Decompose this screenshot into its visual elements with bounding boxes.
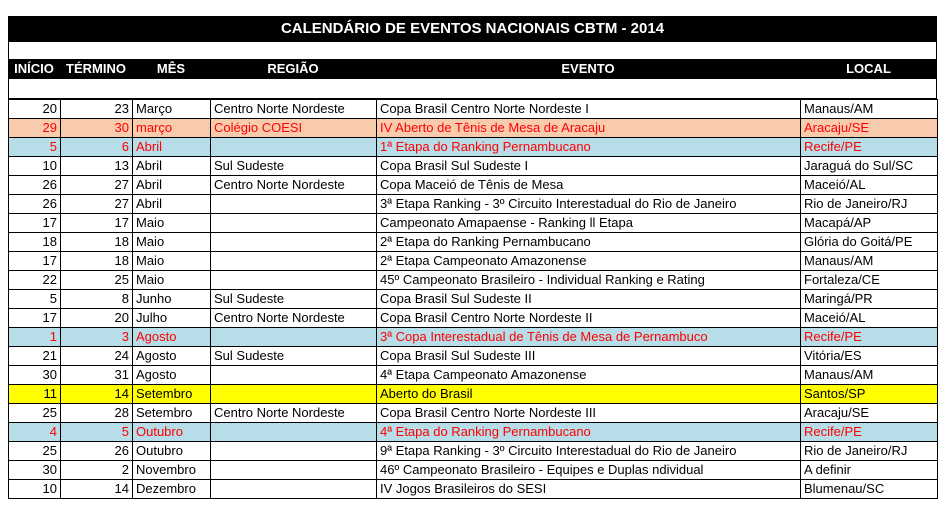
- cell-evento: Copa Brasil Sul Sudeste I: [377, 157, 801, 176]
- blank-row: [8, 42, 937, 59]
- cell-evento: IV Jogos Brasileiros do SESI: [377, 480, 801, 499]
- cell-local: Blumenau/SC: [801, 480, 938, 499]
- cell-inicio: 17: [9, 252, 61, 271]
- cell-local: Vitória/ES: [801, 347, 938, 366]
- cell-termino: 2: [61, 461, 133, 480]
- cell-local: Maringá/PR: [801, 290, 938, 309]
- cell-inicio: 17: [9, 309, 61, 328]
- cell-local: Maceió/AL: [801, 309, 938, 328]
- cell-termino: 14: [61, 480, 133, 499]
- cell-local: Maceió/AL: [801, 176, 938, 195]
- cell-mes: Março: [133, 100, 211, 119]
- cell-regiao: [211, 366, 377, 385]
- cell-regiao: Sul Sudeste: [211, 157, 377, 176]
- cell-inicio: 10: [9, 157, 61, 176]
- cell-local: Aracaju/SE: [801, 404, 938, 423]
- cell-inicio: 30: [9, 366, 61, 385]
- cell-inicio: 18: [9, 233, 61, 252]
- cell-termino: 18: [61, 233, 133, 252]
- events-table: [8, 99, 938, 499]
- cell-evento: Copa Brasil Sul Sudeste III: [377, 347, 801, 366]
- table-row: [9, 309, 938, 328]
- cell-inicio: 21: [9, 347, 61, 366]
- cell-termino: 24: [61, 347, 133, 366]
- cell-termino: 17: [61, 214, 133, 233]
- cell-inicio: 1: [9, 328, 61, 347]
- cell-regiao: [211, 461, 377, 480]
- cell-termino: 27: [61, 176, 133, 195]
- cell-local: Recife/PE: [801, 138, 938, 157]
- cell-local: Aracaju/SE: [801, 119, 938, 138]
- cell-regiao: [211, 195, 377, 214]
- cell-evento: 3ª Etapa Ranking - 3º Circuito Interestadual do Rio de Janeiro: [377, 195, 801, 214]
- cell-termino: 18: [61, 252, 133, 271]
- cell-inicio: 26: [9, 176, 61, 195]
- cell-evento: 4ª Etapa Campeonato Amazonense: [377, 366, 801, 385]
- cell-inicio: 20: [9, 100, 61, 119]
- cell-evento: 3ª Copa Interestadual de Tênis de Mesa de Pernambuco: [377, 328, 801, 347]
- calendar-sheet: [8, 16, 937, 499]
- cell-termino: 25: [61, 271, 133, 290]
- header-mes: MÊS: [156, 61, 186, 76]
- cell-regiao: Sul Sudeste: [211, 347, 377, 366]
- cell-mes: Maio: [133, 233, 211, 252]
- cell-mes: Abril: [133, 176, 211, 195]
- table-row: [9, 195, 938, 214]
- cell-evento: 46º Campeonato Brasileiro - Equipes e Duplas ndividual: [377, 461, 801, 480]
- cell-local: Glória do Goitá/PE: [801, 233, 938, 252]
- cell-evento: 2ª Etapa do Ranking Pernambucano: [377, 233, 801, 252]
- cell-local: Manaus/AM: [801, 252, 938, 271]
- table-row: [9, 404, 938, 423]
- cell-local: Jaraguá do Sul/SC: [801, 157, 938, 176]
- cell-termino: 26: [61, 442, 133, 461]
- cell-mes: Novembro: [133, 461, 211, 480]
- table-row: [9, 157, 938, 176]
- cell-evento: Copa Brasil Centro Norte Nordeste II: [377, 309, 801, 328]
- cell-termino: 5: [61, 423, 133, 442]
- cell-mes: Maio: [133, 271, 211, 290]
- cell-mes: Abril: [133, 195, 211, 214]
- cell-regiao: [211, 328, 377, 347]
- table-row: [9, 366, 938, 385]
- table-row: [9, 233, 938, 252]
- cell-local: Recife/PE: [801, 328, 938, 347]
- cell-mes: Setembro: [133, 404, 211, 423]
- cell-evento: Copa Brasil Centro Norte Nordeste I: [377, 100, 801, 119]
- cell-regiao: [211, 214, 377, 233]
- header-evento: EVENTO: [561, 61, 615, 76]
- cell-termino: 27: [61, 195, 133, 214]
- cell-termino: 6: [61, 138, 133, 157]
- cell-evento: 45º Campeonato Brasileiro - Individual Ranking e Rating: [377, 271, 801, 290]
- table-row: [9, 100, 938, 119]
- cell-evento: Aberto do Brasil: [377, 385, 801, 404]
- cell-evento: 4ª Etapa do Ranking Pernambucano: [377, 423, 801, 442]
- cell-evento: Copa Brasil Centro Norte Nordeste III: [377, 404, 801, 423]
- cell-local: Rio de Janeiro/RJ: [801, 442, 938, 461]
- cell-inicio: 26: [9, 195, 61, 214]
- cell-evento: 9ª Etapa Ranking - 3º Circuito Interestadual do Rio de Janeiro: [377, 442, 801, 461]
- cell-inicio: 4: [9, 423, 61, 442]
- table-row: [9, 347, 938, 366]
- cell-termino: 8: [61, 290, 133, 309]
- cell-mes: março: [133, 119, 211, 138]
- page-title: CALENDÁRIO DE EVENTOS NACIONAIS CBTM - 2014: [8, 16, 937, 42]
- header-termino: TÉRMINO: [66, 61, 126, 76]
- header-inicio: INÍCIO: [14, 61, 54, 76]
- header-local: LOCAL: [846, 61, 891, 76]
- cell-regiao: Colégio COESI: [211, 119, 377, 138]
- table-row: [9, 461, 938, 480]
- cell-regiao: [211, 271, 377, 290]
- cell-inicio: 10: [9, 480, 61, 499]
- table-row: [9, 423, 938, 442]
- table-row: [9, 442, 938, 461]
- cell-inicio: 5: [9, 290, 61, 309]
- cell-inicio: 30: [9, 461, 61, 480]
- cell-local: Manaus/AM: [801, 100, 938, 119]
- cell-local: Rio de Janeiro/RJ: [801, 195, 938, 214]
- header-regiao: REGIÃO: [267, 61, 319, 76]
- cell-mes: Outubro: [133, 442, 211, 461]
- cell-mes: Agosto: [133, 366, 211, 385]
- table-row: [9, 138, 938, 157]
- table-row: [9, 290, 938, 309]
- cell-mes: Junho: [133, 290, 211, 309]
- cell-termino: 13: [61, 157, 133, 176]
- cell-mes: Agosto: [133, 328, 211, 347]
- cell-mes: Maio: [133, 214, 211, 233]
- cell-local: Manaus/AM: [801, 366, 938, 385]
- cell-mes: Abril: [133, 138, 211, 157]
- cell-regiao: [211, 385, 377, 404]
- cell-evento: Campeonato Amapaense - Ranking ll Etapa: [377, 214, 801, 233]
- cell-local: Recife/PE: [801, 423, 938, 442]
- cell-mes: Abril: [133, 157, 211, 176]
- cell-evento: Copa Brasil Sul Sudeste II: [377, 290, 801, 309]
- table-row: [9, 119, 938, 138]
- table-row: [9, 480, 938, 499]
- cell-regiao: [211, 423, 377, 442]
- table-row: [9, 385, 938, 404]
- cell-mes: Agosto: [133, 347, 211, 366]
- cell-termino: 20: [61, 309, 133, 328]
- cell-regiao: [211, 138, 377, 157]
- cell-mes: Outubro: [133, 423, 211, 442]
- cell-regiao: Centro Norte Nordeste: [211, 309, 377, 328]
- cell-termino: 28: [61, 404, 133, 423]
- cell-evento: 2ª Etapa Campeonato Amazonense: [377, 252, 801, 271]
- cell-termino: 30: [61, 119, 133, 138]
- cell-local: Macapá/AP: [801, 214, 938, 233]
- cell-inicio: 5: [9, 138, 61, 157]
- cell-local: A definir: [801, 461, 938, 480]
- cell-regiao: [211, 442, 377, 461]
- cell-inicio: 29: [9, 119, 61, 138]
- cell-regiao: Centro Norte Nordeste: [211, 176, 377, 195]
- cell-termino: 3: [61, 328, 133, 347]
- cell-inicio: 11: [9, 385, 61, 404]
- cell-mes: Dezembro: [133, 480, 211, 499]
- cell-inicio: 17: [9, 214, 61, 233]
- cell-mes: Julho: [133, 309, 211, 328]
- cell-termino: 23: [61, 100, 133, 119]
- cell-termino: 31: [61, 366, 133, 385]
- cell-regiao: Centro Norte Nordeste: [211, 404, 377, 423]
- cell-regiao: [211, 233, 377, 252]
- cell-termino: 14: [61, 385, 133, 404]
- table-row: [9, 328, 938, 347]
- cell-regiao: Sul Sudeste: [211, 290, 377, 309]
- cell-mes: Setembro: [133, 385, 211, 404]
- header-row: [8, 59, 937, 79]
- blank-row: [8, 79, 937, 99]
- cell-regiao: [211, 252, 377, 271]
- cell-regiao: [211, 480, 377, 499]
- cell-inicio: 25: [9, 442, 61, 461]
- cell-local: Fortaleza/CE: [801, 271, 938, 290]
- table-row: [9, 271, 938, 290]
- table-row: [9, 176, 938, 195]
- cell-evento: IV Aberto de Tênis de Mesa de Aracaju: [377, 119, 801, 138]
- cell-evento: Copa Maceió de Tênis de Mesa: [377, 176, 801, 195]
- cell-mes: Maio: [133, 252, 211, 271]
- cell-inicio: 25: [9, 404, 61, 423]
- cell-local: Santos/SP: [801, 385, 938, 404]
- cell-evento: 1ª Etapa do Ranking Pernambucano: [377, 138, 801, 157]
- table-row: [9, 252, 938, 271]
- table-row: [9, 214, 938, 233]
- cell-regiao: Centro Norte Nordeste: [211, 100, 377, 119]
- cell-inicio: 22: [9, 271, 61, 290]
